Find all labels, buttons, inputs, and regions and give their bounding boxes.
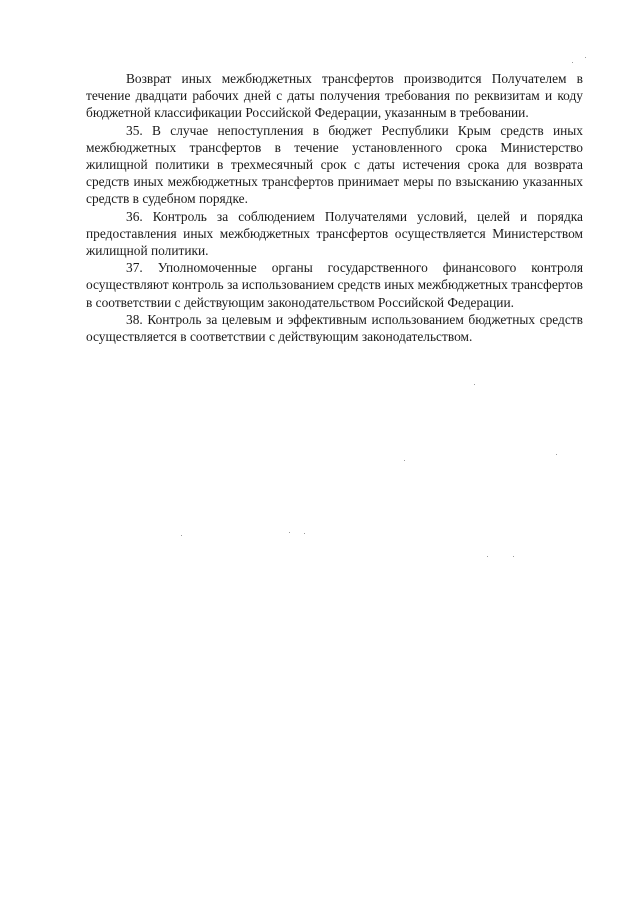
scan-speck <box>181 535 182 536</box>
scan-speck <box>556 454 557 455</box>
scan-speck <box>487 556 488 557</box>
scan-speck <box>289 532 290 533</box>
paragraph-37: 37. Уполномоченные органы государственного финансового контроля осуществляют контроль за использованием средств иных межбюджетных трансфертов в соответствии с действующим законодательством Российской Федерации. <box>86 260 583 310</box>
scan-speck <box>304 533 305 534</box>
document-body <box>86 70 583 345</box>
scan-speck <box>585 57 586 58</box>
paragraph-38: 38. Контроль за целевым и эффективным использованием бюджетных средств осуществляется в соответствии с действующим законодательством. <box>86 311 583 345</box>
scan-speck <box>474 384 475 385</box>
scan-speck <box>572 62 573 63</box>
paragraph-35: 35. В случае непоступления в бюджет Республики Крым средств иных межбюджетных трансфертов в течение установленного срока Министерство жилищной политики в трехмесячный срок с даты истечения срока для возврата средств иных межбюджетных трансфертов принимает меры по взысканию указанных средств в судебном порядке. <box>86 122 583 207</box>
scan-speck <box>404 460 405 461</box>
paragraph-36: 36. Контроль за соблюдением Получателями условий, целей и порядка предоставления иных межбюджетных трансфертов осуществляется Министерством жилищной политики. <box>86 208 583 259</box>
paragraph-return-transfers: Возврат иных межбюджетных трансфертов производится Получателем в течение двадцати рабочих дней с даты получения требования по реквизитам и коду бюджетной классификации Российской Федерации, указанным в требовании. <box>86 71 583 121</box>
scan-speck <box>513 556 514 557</box>
